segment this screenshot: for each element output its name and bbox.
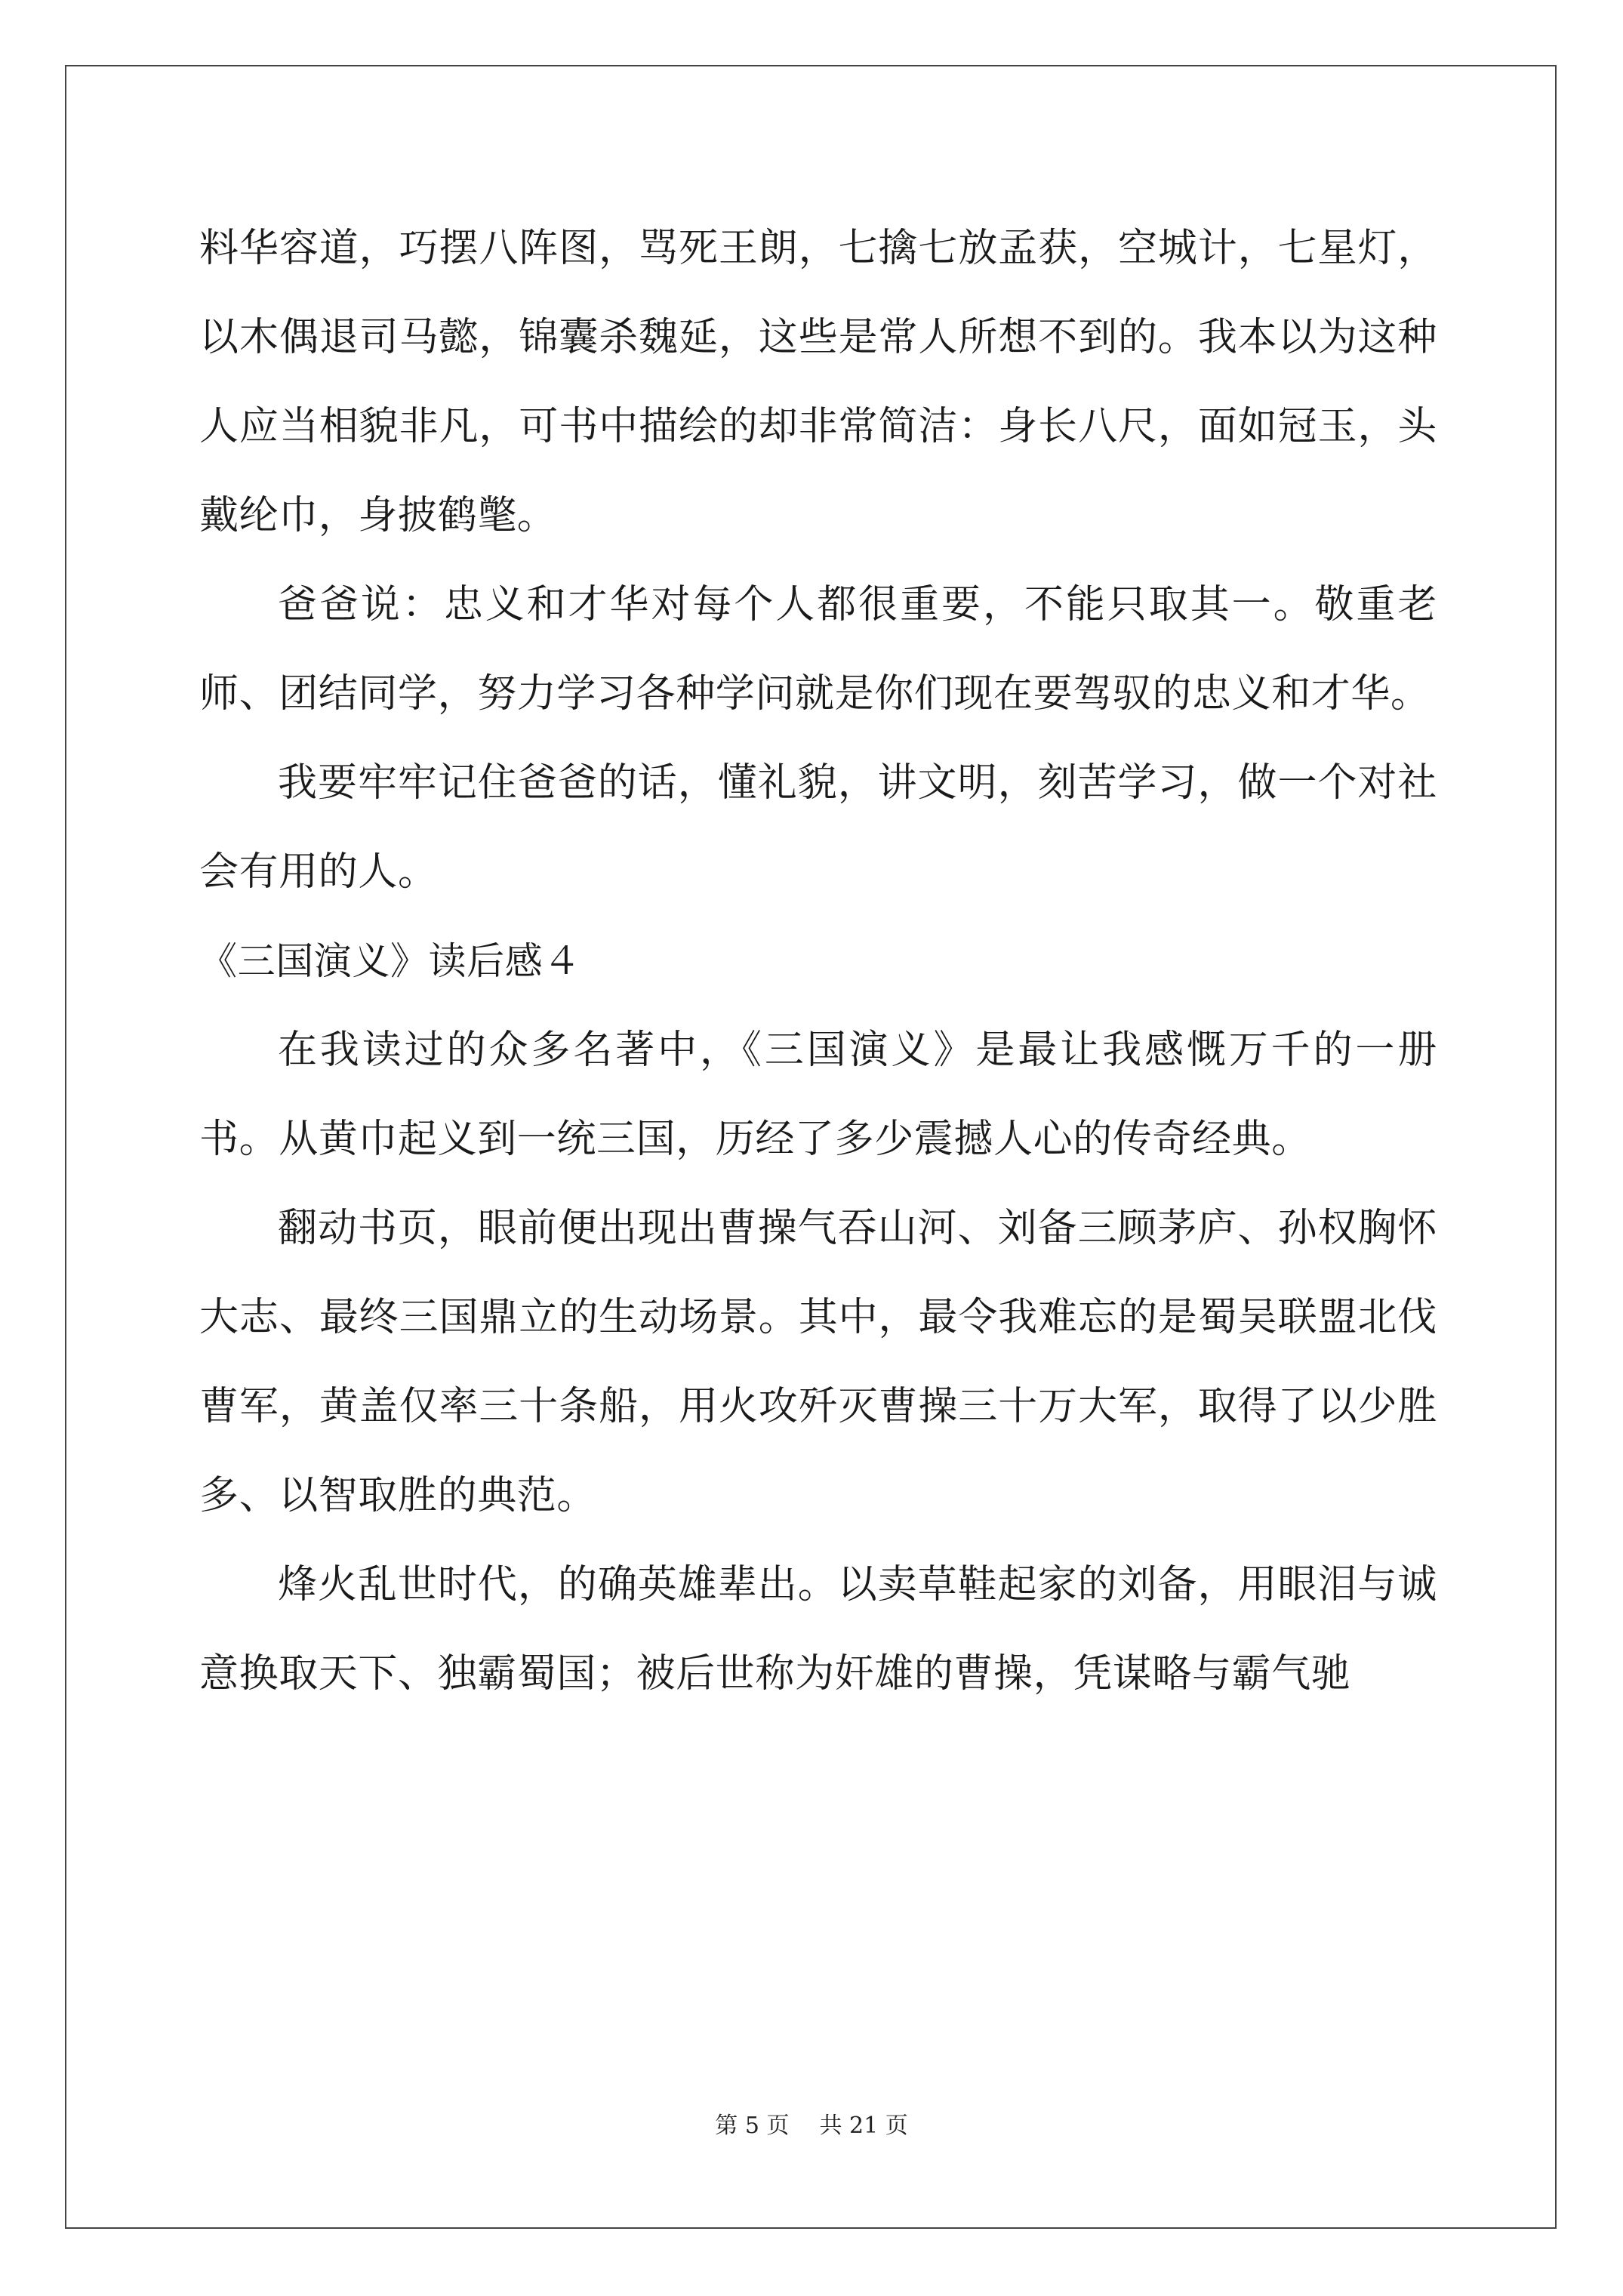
paragraph-5: 翻动书页，眼前便出现出曹操气吞山河、刘备三顾茅庐、孙权胸怀大志、最终三国鼎立的生动场景。其中，最令我难忘的是蜀吴联盟北伐曹军，黄盖仅率三十条船，用火攻歼灭曹操三十万大军，取得了以少胜多、以智取胜的典范。 [199, 1206, 1437, 1518]
page-total: 共 21 页 [819, 2113, 908, 2139]
paragraph-1: 料华容道，巧摆八阵图，骂死王朗，七擒七放孟获，空城计，七星灯，以木偶退司马懿，锦囊杀魏延，这些是常人所想不到的。我本以为这种人应当相貌非凡，可书中描绘的却非常简洁：身长八尺，面如冠玉，头戴纶巾，身披鹤氅。 [199, 226, 1437, 538]
section-heading: 《三国演义》读后感４ [199, 939, 581, 983]
page-number: 第 5 页 [715, 2113, 790, 2139]
paragraph-6: 烽火乱世时代，的确英雄辈出。以卖草鞋起家的刘备，用眼泪与诚意换取天下、独霸蜀国；被后世称为奸雄的曹操，凭谋略与霸气驰 [199, 1562, 1437, 1697]
paragraph-3: 我要牢牢记住爸爸的话，懂礼貌，讲文明，刻苦学习，做一个对社会有用的人。 [199, 760, 1437, 895]
paragraph-2: 爸爸说：忠义和才华对每个人都很重要，不能只取其一。敬重老师、团结同学，努力学习各种学问就是你们现在要驾驭的忠义和才华。 [199, 582, 1437, 717]
document-body [199, 204, 1437, 1718]
paragraph-4: 在我读过的众多名著中，《三国演义》是最让我感慨万千的一册书。从黄巾起义到一统三国，历经了多少震撼人心的传奇经典。 [199, 1028, 1437, 1162]
page-footer [0, 2106, 1623, 2140]
